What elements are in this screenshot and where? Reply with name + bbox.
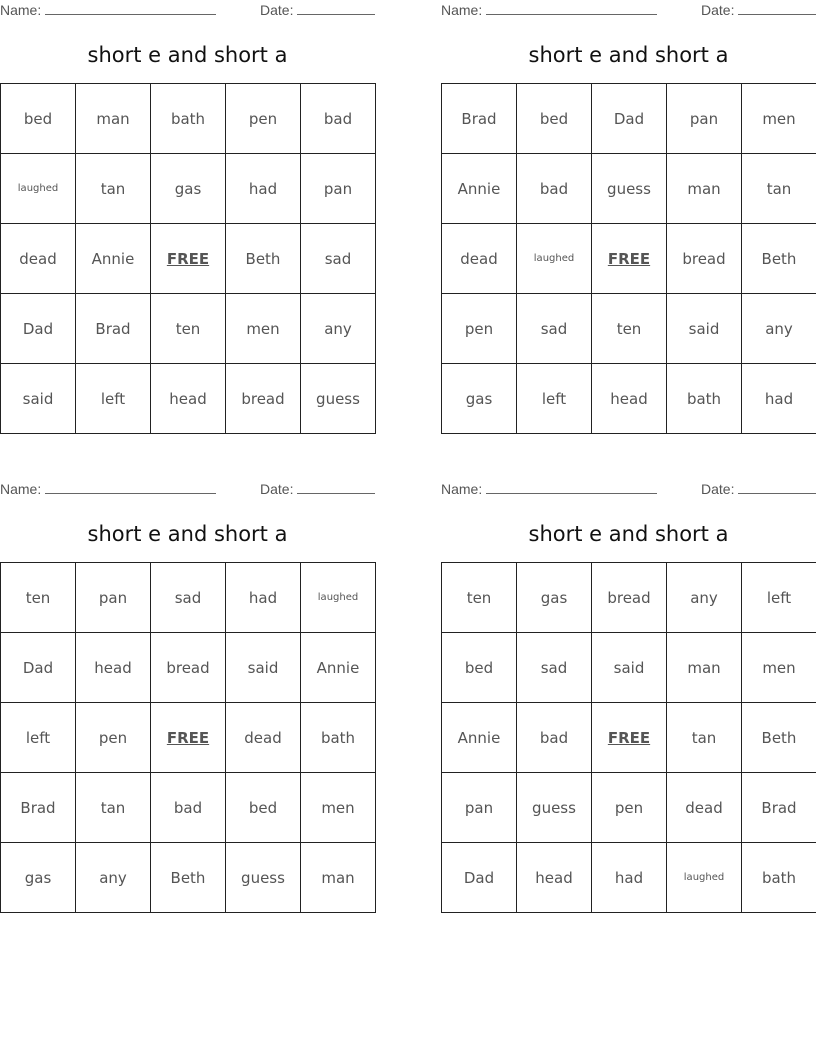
bingo-cell: had <box>742 364 816 434</box>
bingo-cell: sad <box>301 224 376 294</box>
bingo-cell: bath <box>742 843 816 913</box>
bingo-cell: ten <box>442 563 517 633</box>
date-field <box>260 2 375 18</box>
bingo-card <box>441 479 816 919</box>
bingo-cell: Dad <box>592 84 667 154</box>
bingo-cell: dead <box>667 773 742 843</box>
name-field <box>441 481 657 497</box>
bingo-row <box>442 633 816 703</box>
bingo-cell: Dad <box>1 294 76 364</box>
date-label: Date: <box>701 481 735 497</box>
bingo-cell: laughed <box>1 154 76 224</box>
bingo-row <box>1 843 376 913</box>
bingo-grid <box>0 562 376 913</box>
free-space: FREE <box>151 224 226 294</box>
bingo-cell: pan <box>76 563 151 633</box>
bingo-row <box>442 563 816 633</box>
bingo-cell: dead <box>1 224 76 294</box>
bingo-cell: bed <box>442 633 517 703</box>
bingo-cell: had <box>592 843 667 913</box>
bingo-cell: Beth <box>226 224 301 294</box>
bingo-cell: pan <box>667 84 742 154</box>
bingo-cell: Brad <box>442 84 517 154</box>
bingo-cell: pen <box>226 84 301 154</box>
bingo-cell: tan <box>76 154 151 224</box>
date-field <box>260 481 375 497</box>
name-label: Name: <box>0 2 42 18</box>
bingo-cell: said <box>667 294 742 364</box>
bingo-row <box>1 703 376 773</box>
bingo-cell: left <box>517 364 592 434</box>
bingo-cell: Annie <box>442 703 517 773</box>
bingo-grid <box>441 562 816 913</box>
bingo-cell: bath <box>667 364 742 434</box>
bingo-cell: Brad <box>76 294 151 364</box>
bingo-cell: bread <box>592 563 667 633</box>
bingo-row <box>1 154 376 224</box>
bingo-cell: laughed <box>301 563 376 633</box>
bingo-row <box>1 364 376 434</box>
bingo-row <box>442 154 816 224</box>
bingo-cell: gas <box>442 364 517 434</box>
date-blank-line[interactable] <box>297 2 375 15</box>
bingo-row <box>1 563 376 633</box>
bingo-cell: bed <box>1 84 76 154</box>
bingo-cell: man <box>76 84 151 154</box>
bingo-cell: laughed <box>517 224 592 294</box>
name-blank-line[interactable] <box>45 2 216 15</box>
bingo-cell: any <box>667 563 742 633</box>
bingo-grid <box>0 83 376 434</box>
bingo-cell: bad <box>301 84 376 154</box>
bingo-row <box>442 224 816 294</box>
bingo-cell: left <box>76 364 151 434</box>
bingo-grid <box>441 83 816 434</box>
bingo-cell: any <box>742 294 816 364</box>
bingo-cell: Annie <box>301 633 376 703</box>
bingo-cell: man <box>667 633 742 703</box>
bingo-cell: bed <box>226 773 301 843</box>
bingo-cell: bread <box>226 364 301 434</box>
bingo-cell: tan <box>667 703 742 773</box>
bingo-cell: said <box>592 633 667 703</box>
bingo-row <box>442 84 816 154</box>
date-blank-line[interactable] <box>738 2 816 15</box>
bingo-cell: pan <box>301 154 376 224</box>
free-space: FREE <box>592 224 667 294</box>
bingo-cell: had <box>226 154 301 224</box>
date-label: Date: <box>701 2 735 18</box>
bingo-cell: bad <box>517 154 592 224</box>
bingo-cell: man <box>301 843 376 913</box>
bingo-row <box>442 294 816 364</box>
bingo-cell: left <box>1 703 76 773</box>
card-title: short e and short a <box>528 522 729 546</box>
bingo-row <box>442 773 816 843</box>
bingo-cell: pen <box>442 294 517 364</box>
bingo-cell: bread <box>667 224 742 294</box>
bingo-cell: head <box>592 364 667 434</box>
bingo-cell: men <box>742 84 816 154</box>
bingo-cell: gas <box>517 563 592 633</box>
date-blank-line[interactable] <box>297 481 375 494</box>
bingo-cell: sad <box>151 563 226 633</box>
bingo-card <box>0 0 376 440</box>
bingo-cell: men <box>742 633 816 703</box>
bingo-cell: any <box>76 843 151 913</box>
bingo-cell: head <box>151 364 226 434</box>
date-label: Date: <box>260 481 294 497</box>
bingo-cell: guess <box>301 364 376 434</box>
bingo-cell: men <box>301 773 376 843</box>
bingo-cell: Brad <box>1 773 76 843</box>
bingo-cell: Beth <box>151 843 226 913</box>
bingo-cell: Dad <box>1 633 76 703</box>
free-space: FREE <box>151 703 226 773</box>
bingo-cell: said <box>226 633 301 703</box>
card-title: short e and short a <box>528 43 729 67</box>
bingo-cell: Brad <box>742 773 816 843</box>
bingo-cell: Beth <box>742 224 816 294</box>
bingo-cell: ten <box>151 294 226 364</box>
bingo-row <box>1 224 376 294</box>
bingo-row <box>1 84 376 154</box>
bingo-cell: laughed <box>667 843 742 913</box>
name-blank-line[interactable] <box>486 481 657 494</box>
bingo-cell: bad <box>151 773 226 843</box>
date-field <box>701 481 816 497</box>
date-blank-line[interactable] <box>738 481 816 494</box>
name-blank-line[interactable] <box>486 2 657 15</box>
bingo-cell: dead <box>442 224 517 294</box>
bingo-cell: sad <box>517 294 592 364</box>
bingo-row <box>442 703 816 773</box>
bingo-cell: head <box>517 843 592 913</box>
name-label: Name: <box>441 481 483 497</box>
bingo-cell: guess <box>592 154 667 224</box>
bingo-cell: pen <box>592 773 667 843</box>
date-field <box>701 2 816 18</box>
name-label: Name: <box>0 481 42 497</box>
bingo-cell: bath <box>301 703 376 773</box>
name-field <box>0 481 216 497</box>
bingo-cell: guess <box>517 773 592 843</box>
name-blank-line[interactable] <box>45 481 216 494</box>
bingo-cell: said <box>1 364 76 434</box>
bingo-cell: ten <box>1 563 76 633</box>
bingo-cell: dead <box>226 703 301 773</box>
bingo-row <box>1 633 376 703</box>
bingo-cell: ten <box>592 294 667 364</box>
bingo-cell: left <box>742 563 816 633</box>
bingo-cell: men <box>226 294 301 364</box>
name-label: Name: <box>441 2 483 18</box>
bingo-cell: pan <box>442 773 517 843</box>
bingo-row <box>1 294 376 364</box>
bingo-card <box>0 479 376 919</box>
name-field <box>0 2 216 18</box>
bingo-row <box>442 843 816 913</box>
bingo-cell: man <box>667 154 742 224</box>
bingo-cell: tan <box>76 773 151 843</box>
bingo-cell: had <box>226 563 301 633</box>
bingo-cell: head <box>76 633 151 703</box>
bingo-row <box>1 773 376 843</box>
bingo-cell: any <box>301 294 376 364</box>
bingo-row <box>442 364 816 434</box>
bingo-cell: Annie <box>76 224 151 294</box>
bingo-cell: bad <box>517 703 592 773</box>
bingo-cell: Beth <box>742 703 816 773</box>
bingo-cell: Annie <box>442 154 517 224</box>
bingo-cell: bath <box>151 84 226 154</box>
bingo-cell: pen <box>76 703 151 773</box>
bingo-cell: gas <box>151 154 226 224</box>
bingo-card <box>441 0 816 440</box>
card-title: short e and short a <box>87 43 288 67</box>
bingo-cell: guess <box>226 843 301 913</box>
bingo-cell: Dad <box>442 843 517 913</box>
name-field <box>441 2 657 18</box>
bingo-cell: gas <box>1 843 76 913</box>
date-label: Date: <box>260 2 294 18</box>
bingo-cell: sad <box>517 633 592 703</box>
bingo-cell: bed <box>517 84 592 154</box>
card-title: short e and short a <box>87 522 288 546</box>
bingo-cell: tan <box>742 154 816 224</box>
bingo-cell: bread <box>151 633 226 703</box>
free-space: FREE <box>592 703 667 773</box>
